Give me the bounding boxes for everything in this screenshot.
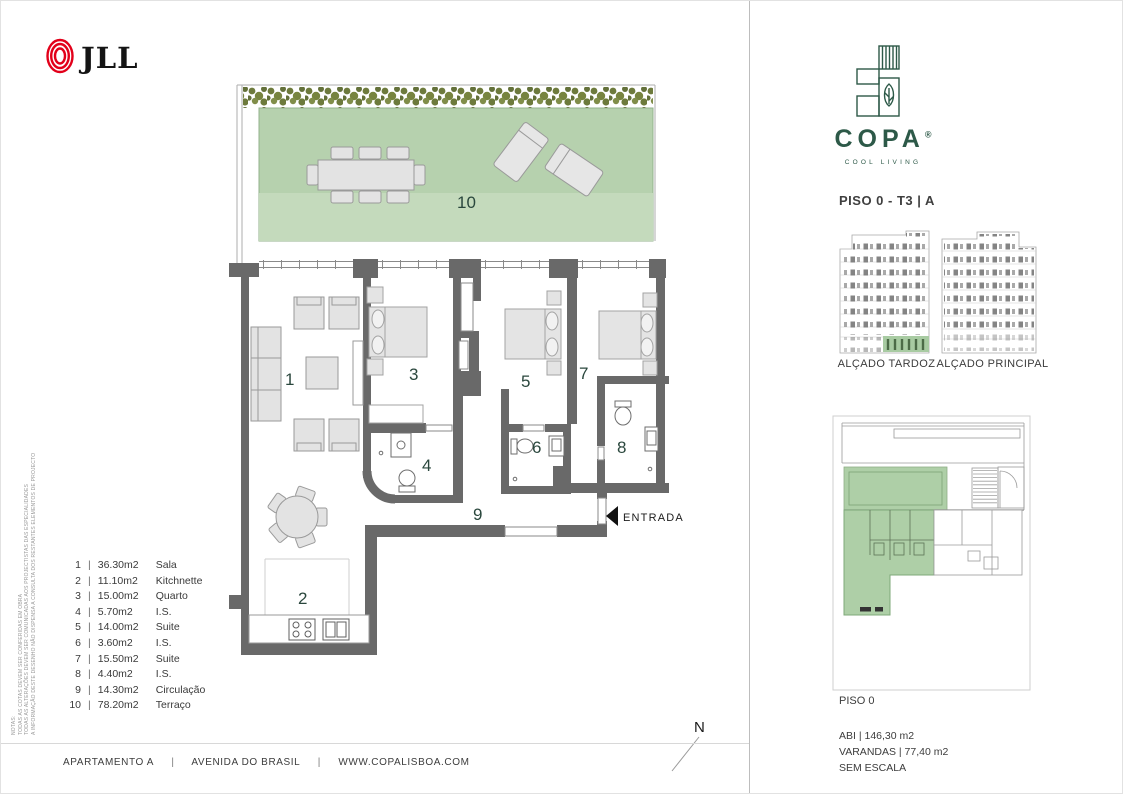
north-label: N [694, 719, 705, 736]
table-top [276, 496, 318, 538]
room-label-terraco: 10 [457, 193, 476, 212]
dining-table-round [267, 486, 327, 549]
legend-row [65, 699, 205, 715]
legend-area: 3.60m2 [97, 636, 133, 649]
legend-separator: | [88, 699, 91, 712]
legend-row [65, 575, 205, 591]
footer-address: AVENIDA DO BRASIL [191, 757, 301, 768]
stat-scale: SEM ESCALA [839, 762, 907, 774]
legend-room-name: I.S. [155, 605, 172, 618]
nightstand [547, 361, 561, 375]
legend-area: 11.10m2 [97, 574, 138, 587]
legend-area: 15.50m2 [97, 652, 139, 665]
legend-separator: | [88, 636, 91, 649]
copa-tagline: COOL LIVING [844, 159, 922, 166]
terrace-table [318, 160, 414, 190]
sofa [251, 327, 281, 421]
room-label-suite7: 7 [579, 364, 589, 383]
legend-room-name: Suite [155, 621, 180, 634]
desk-room3 [369, 405, 423, 423]
suite7-furniture [599, 293, 657, 375]
shaft-lower [459, 341, 468, 369]
legend-num: 10 [69, 699, 81, 712]
room-label-is4: 4 [422, 456, 432, 475]
legend-separator: | [88, 621, 91, 634]
nightstand [643, 293, 657, 307]
legend-row [65, 637, 205, 653]
disclaimer-line: A INFORMAÇÃO DESTE DESENHO NÃO DISPENSA A CONSULTA DOS RESTANTES ELEMENTOS DE PROJECTO [30, 452, 37, 735]
footer-website: WWW.COPALISBOA.COM [338, 757, 470, 768]
disclaimer-notes [11, 435, 39, 735]
legend-area: 5.70m2 [97, 605, 133, 618]
room-label-sala: 1 [285, 370, 295, 389]
legend-num: 1 [75, 559, 81, 571]
nightstand [547, 291, 561, 305]
legend-separator: | [88, 559, 91, 571]
keyplan-neighbor-rooms [934, 510, 1022, 575]
room-label-kitchnette: 2 [298, 589, 308, 608]
nightstand [367, 359, 383, 375]
stat-abi: ABI | 146,30 m2 [839, 730, 915, 742]
suite5-furniture [505, 291, 561, 375]
elevation-tardoz [836, 227, 933, 357]
disclaimer-line: TODAS AS COTAS DEVEM SER CONFERIDAS EM OBRA [17, 593, 24, 735]
legend-row [65, 606, 205, 622]
legend-num: 6 [75, 636, 81, 649]
terrace-floor-lower-band [259, 193, 653, 241]
jll-logo [43, 37, 153, 77]
legend-area: 14.30m2 [97, 683, 139, 696]
legend-num: 5 [75, 621, 81, 634]
legend-row [65, 668, 205, 684]
elevation-tardoz-label: ALÇADO TARDOZ [837, 358, 936, 370]
room-label-circulacao: 9 [473, 505, 483, 524]
copa-logo-icon [854, 43, 904, 121]
legend-separator: | [88, 605, 91, 618]
toilet-tank [615, 401, 631, 407]
north-indicator [672, 719, 705, 771]
legend-room-name: Circulação [155, 683, 206, 696]
legend-room-name: I.S. [155, 668, 172, 681]
legend-area: 36.30m2 [97, 559, 139, 571]
legend-room-name: Quarto [155, 590, 188, 603]
keyplan-floor-label: PISO 0 [839, 695, 875, 707]
bath8-fixtures [615, 401, 658, 471]
legend-room-name: Sala [155, 559, 177, 571]
legend-area: 15.00m2 [97, 590, 139, 603]
shaft-upper [461, 283, 473, 331]
bedroom3-furniture [367, 287, 427, 423]
legend-area: 14.00m2 [97, 621, 139, 634]
legend-area: 78.20m2 [97, 699, 139, 712]
room-label-is6: 6 [532, 438, 542, 457]
kitchen [249, 559, 369, 643]
info-panel [749, 1, 1123, 794]
legend-num: 7 [75, 652, 81, 665]
legend-num: 2 [75, 574, 81, 587]
legend-row [65, 684, 205, 700]
copa-name: COPA [834, 125, 925, 153]
coffee-table [306, 357, 338, 389]
key-plan [832, 415, 1032, 693]
room-label-quarto: 3 [409, 365, 419, 384]
bath6-door-leaf [523, 425, 544, 431]
toilet-tank [511, 439, 517, 454]
footer-divider [1, 743, 749, 744]
legend-separator: | [88, 668, 91, 681]
curved-wall-bath4 [367, 471, 395, 499]
legend-num: 3 [75, 590, 81, 603]
legend-separator: | [88, 574, 91, 587]
unit-title: PISO 0 - T3 | A [839, 193, 935, 208]
jll-mark-icon [48, 40, 73, 72]
legend-room-name: I.S. [155, 636, 172, 649]
room-label-suite5: 5 [521, 372, 531, 391]
copa-wordmark [823, 125, 943, 154]
footer-apartment: APARTAMENTO A [63, 757, 154, 768]
entrance-door-leaf [598, 498, 606, 524]
toilet [399, 470, 415, 486]
living-room-furniture [251, 297, 363, 451]
toilet [517, 439, 533, 453]
nightstand [367, 287, 383, 303]
legend-area: 4.40m2 [97, 668, 133, 681]
jll-wordmark: JLL [81, 41, 139, 75]
legend-row [65, 653, 205, 669]
stat-varandas: VARANDAS | 77,40 m2 [839, 746, 949, 758]
footer [63, 757, 484, 768]
legend-row [65, 590, 205, 606]
legend-num: 9 [75, 683, 81, 696]
room-legend [65, 559, 205, 715]
elevation-principal [939, 227, 1039, 357]
unit-stats [839, 728, 948, 776]
disclaimer-line: NOTAS: [11, 715, 17, 735]
hedge [243, 87, 653, 108]
legend-separator: | [88, 683, 91, 696]
legend-separator: | [88, 652, 91, 665]
footer-separator: | [317, 757, 321, 768]
bath8-door-leaf [598, 447, 604, 460]
sideboard [353, 341, 363, 405]
entrance-label: ENTRADA [623, 512, 684, 524]
room3-door-leaf [426, 425, 452, 431]
bath4-fixtures [379, 433, 415, 492]
toilet [615, 407, 631, 425]
entrance-marker [606, 506, 684, 526]
legend-room-name: Kitchnette [155, 574, 203, 587]
footer-separator: | [171, 757, 175, 768]
disclaimer-line: TODAS AS ALTERAÇÕES DEVEM SER COMUNICADAS AOS PROJECTISTAS DAS ESPECIALIDADES [24, 483, 30, 735]
elevation-principal-label: ALÇADO PRINCIPAL [936, 358, 1049, 370]
entrance-arrow-icon [606, 506, 618, 526]
corridor-window [505, 527, 557, 536]
legend-room-name: Terraço [155, 699, 191, 712]
registered-mark: ® [924, 129, 932, 140]
legend-num: 8 [75, 668, 81, 681]
keyplan-terrace [844, 467, 947, 510]
legend-separator: | [88, 590, 91, 603]
nightstand [643, 361, 657, 375]
legend-room-name: Suite [155, 652, 180, 665]
room-label-is8: 8 [617, 438, 627, 457]
legend-num: 4 [75, 605, 81, 618]
legend-row [65, 621, 205, 637]
legend-row [65, 559, 205, 575]
sink [391, 433, 411, 457]
